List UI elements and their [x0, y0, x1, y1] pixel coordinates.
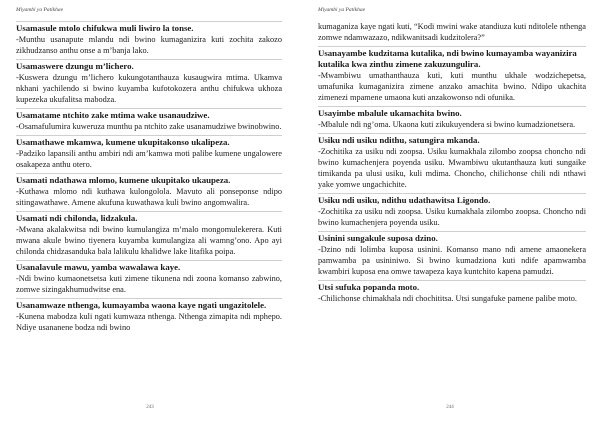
page-number: 243	[146, 405, 154, 410]
proverb-entry	[318, 193, 586, 228]
proverb-entry	[16, 211, 282, 257]
proverb-explanation: -Kunena mabodza kuli ngati kumwaza nthenga. Nthenga zimapita ndi mphepo. Ndiye usananene bodza ndi bwino	[16, 312, 282, 332]
proverb-entry	[16, 21, 282, 56]
proverb-entry	[16, 108, 282, 132]
proverb-heading: Usanamwaze nthenga, kumayamba waona kaye ngati ungazitolele.	[16, 298, 282, 311]
proverb-explanation: -Mwambiwu umathanthauza kuti, kuti munthu ukhale wodzichepetsa, umafunika kumaganizira zimene anzako amachita bwino. Ndipo ukachita zimenezi mpamene umaona kuti anzakowonso ndi ofunika.	[318, 71, 586, 102]
proverb-entry	[16, 260, 282, 295]
running-head: Miyambi ya Patikhae	[16, 7, 64, 13]
proverb-entry	[318, 106, 586, 130]
running-head: Miyambi ya Patikhae	[318, 7, 366, 13]
proverb-explanation: -Chilichonse chimakhala ndi chochititsa. Utsi sungafuke pamene palibe moto.	[318, 294, 577, 303]
proverb-heading: Usamati ndi chilonda, lidzakula.	[16, 211, 282, 224]
proverb-heading: Usinini sungakule suposa dzino.	[318, 231, 586, 244]
proverb-heading: Utsi sufuka popanda moto.	[318, 280, 586, 293]
continued-text: kumaganiza kaye ngati kuti, “Kodi mwini wake atandiuza kuti nditolele nthenga zomwe ndamwazazo, ndikwanitsadi kudzitolera?”	[318, 22, 586, 42]
proverb-heading: Usamati ndathawa mlomo, kumene ukupitako ukaupeza.	[16, 173, 282, 186]
proverb-heading: Usiku ndi usiku, ndithu udathawitsa Ligondo.	[318, 193, 586, 206]
proverb-entry	[16, 59, 282, 105]
proverb-explanation: -Munthu usanapute mlandu ndi bwino kumaganizira kuti zochita zakozo zikhudzanso anthu onse a m’banja lako.	[16, 35, 282, 55]
page-number: 244	[446, 405, 454, 410]
proverb-heading: Usayimbe mbalule ukamachita bwino.	[318, 106, 586, 119]
right-page	[300, 0, 600, 424]
proverb-explanation: -Kuswera dzungu m’lichero kukungotanthauza kusaugwira mtima. Ukamva nkhani yachilendo si bwino kuyamba kufotokozera anthu chifukwa ukhoza kupezeka ukufalitsa mabodza.	[16, 73, 282, 104]
proverb-explanation: -Osamafulumira kuweruza munthu pa ntchito zake usanamudziwe bwinobwino.	[16, 122, 282, 131]
proverb-entry	[318, 231, 586, 277]
proverb-explanation: -Ndi bwino kumaonetsetsa kuti zimene tikunena ndi zoona komanso zabwino, zomwe sizingakhumudwitse ena.	[16, 274, 282, 294]
proverb-entry	[318, 46, 586, 103]
proverb-entry	[16, 298, 282, 333]
proverb-heading: Usanayambe kudzitama kutalika, ndi bwino kumayamba wayanizira kutalika kwa zinthu zimene zakuzungulira.	[318, 46, 586, 70]
proverb-explanation: -Dzino ndi lolimba kuposa usinini. Komanso mano ndi amene amaonekera pamwamba pa usininiwo. Si bwino kumadziona kuti ndife apamwamba kwambiri kuposa ena omwe tawapeza kaya kuntchito kapena pamudzi.	[318, 245, 586, 276]
proverb-explanation: -Mwana akalakwitsa ndi bwino kumulangiza m’malo mongomulekerera. Kuti mwana akule bwino tiyenera kuyamba kumulangiza ali wamng’ono. Apo ayi chilonda chidzasanduka bala lalikulu khalidwe lake litafika poipa.	[16, 225, 282, 256]
proverb-entry	[16, 135, 282, 170]
proverb-explanation: -Zochitika za usiku ndi zoopsa. Usiku kumakhala zilombo zoopsa choncho ndi bwino kumachenjera poyenda usiku. Mwambiwu ukutanthauza kuti sungaike timikanda pa ulusi usiku, kuli mdima. Choncho, chilichonse chili ndi nthawi yake yomwe ungachichite.	[318, 147, 586, 189]
proverb-heading: Usanalavule mawu, yamba wawalawa kaye.	[16, 260, 282, 273]
proverb-heading: Usiku ndi usiku ndithu, satungira mkanda.	[318, 133, 586, 146]
proverb-entry	[16, 173, 282, 208]
proverb-explanation: -Mbalule ndi ng’oma. Ukaona kuti zikukuyendera si bwino kumadzionetsera.	[318, 120, 576, 129]
proverb-heading: Usamaswere dzungu m’lichero.	[16, 59, 282, 72]
proverb-explanation: -Kuthawa mlomo ndi kuthawa kulongolola. Mavuto ali ponseponse ndipo sitingawathawe. Amene akufuna kuwathawa kuli bwino angomwalira.	[16, 187, 282, 207]
proverb-entry	[318, 280, 586, 304]
proverb-entry	[318, 133, 586, 190]
proverb-heading: Usamasule mtolo chifukwa muli liwiro la tonse.	[16, 21, 282, 34]
proverb-explanation: -Padziko lapansili anthu ambiri ndi am’kamwa moti palibe kumene ungalowere osakapeza anthu otero.	[16, 149, 282, 169]
proverb-explanation: -Zochitika za usiku ndi zoopsa. Usiku kumakhala zilombo zoopsa. Choncho ndi bwino kumachenjera poyenda usiku.	[318, 207, 586, 227]
proverb-heading: Usamathawe mkamwa, kumene ukupitakonso ukalipeza.	[16, 135, 282, 148]
proverb-heading: Usamatame ntchito zake mtima wake usanaudziwe.	[16, 108, 282, 121]
